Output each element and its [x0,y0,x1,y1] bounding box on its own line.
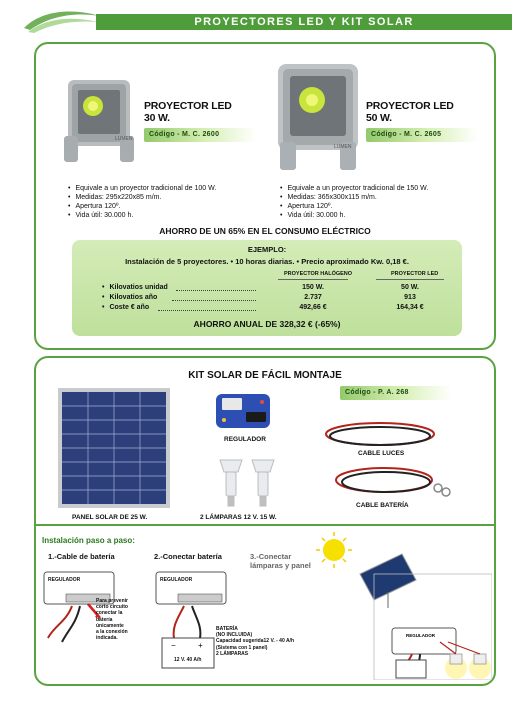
annual-savings: AHORRO ANUAL DE 328,32 € (-65%) [193,319,341,329]
svg-text:LUMEN: LUMEN [334,144,352,150]
svg-text:REGULADOR: REGULADOR [406,633,435,638]
spec-item: • Equivale a un proyector tradicional de 100 W. [68,184,216,193]
installation-title: Instalación paso a paso: [42,536,135,545]
swoosh-logo-icon [22,6,102,34]
kit-code: Código - P. A. 268 [340,386,452,400]
spec-item: • Medidas: 365x300x115 m/m. [280,193,428,202]
panel-label: PANEL SOLAR DE 25 W. [72,514,148,521]
spec-item: • Vida útil: 30.000 h. [280,211,428,220]
dot-leader [176,285,256,291]
product-50w-code: Código - M. C. 2605 [366,128,478,142]
projector-50w-image [272,62,364,172]
row-label: • Coste € año [102,304,149,311]
spec-item: • Apertura 120º. [280,202,428,211]
warning-text: Para prevenir corto circuito conectar la batería únicamente a la conexión indicada. [96,598,128,642]
row-halogen-value: 150 W. [302,284,324,291]
product-50w-title: PROYECTOR LED 50 W. [366,100,454,124]
row-led-value: 164,34 € [396,304,424,311]
solar-kit-panel [34,356,496,686]
battery-note: BATERÍA (NO INCLUIDA) Capacidad sugerida12 V. - 40 A/h (Sistema con 1 panel) 2 LÁMPARAS [216,626,294,657]
spec-item: • Apertura 120º. [68,202,216,211]
spec-item: • Vida útil: 30.000 h. [68,211,216,220]
row-halogen-value: 2.737 [304,294,322,301]
section-divider [36,524,494,526]
cable-battery-label: CABLE BATERÍA [356,502,409,509]
row-halogen-value: 492,66 € [299,304,327,311]
regulator-small-label: REGULADOR [160,577,193,583]
example-description: Instalación de 5 proyectores. • 10 horas diarias. • Precio aproximado Kw. 0,18 €. [125,257,409,266]
lamps-image [214,458,284,510]
dot-leader [172,295,256,301]
svg-text:LUMEN: LUMEN [115,136,133,142]
svg-text:+: + [198,641,203,650]
col-halogen-header: PROYECTOR HALÓGENO [284,271,353,277]
led-projectors-panel [34,42,496,350]
row-led-value: 50 W. [401,284,419,291]
example-title: EJEMPLO: [247,245,287,254]
product-30w-code: Código - M. C. 2600 [144,128,256,142]
dot-leader [158,305,256,311]
regulator-label: REGULADOR [224,436,266,443]
battery-label: 12 V. 40 A/h [174,657,202,663]
spec-item: • Equivale a un proyector tradicional de 150 W. [280,184,428,193]
regulator-image [214,388,272,430]
step-3-title: 3.-Conectar lámparas y panel [250,552,311,570]
page-header [0,0,512,36]
savings-headline: AHORRO DE UN 65% EN EL CONSUMO ELÉCTRICO [159,226,371,236]
light-cable-image [322,418,438,450]
col-divider [278,279,348,280]
step-1-title: 1.-Cable de batería [48,552,115,561]
spec-item: • Medidas: 295x220x85 m/m. [68,193,216,202]
svg-text:−: − [171,641,176,650]
row-label: • Kilovatios unidad [102,284,168,291]
row-led-value: 913 [404,294,416,301]
page-title: PROYECTORES LED Y KIT SOLAR [194,16,414,28]
regulator-small-label: REGULADOR [48,577,81,583]
example-box [72,240,462,336]
battery-cable-image [328,462,454,502]
lamps-label: 2 LÁMPARAS 12 V. 15 W. [200,514,277,521]
row-label: • Kilovatios año [102,294,157,301]
product-30w-title: PROYECTOR LED 30 W. [144,100,232,124]
kit-title: KIT SOLAR DE FÁCIL MONTAJE [188,370,342,381]
step-2-title: 2.-Conectar batería [154,552,222,561]
col-divider [376,279,444,280]
cable-lights-label: CABLE LUCES [358,450,405,457]
projector-30w-image [60,76,140,166]
col-led-header: PROYECTOR LED [391,271,439,277]
product-30w-specs [68,184,216,220]
solar-panel-image [58,388,170,508]
step-3-diagram [316,530,492,680]
product-50w-specs [280,184,428,220]
